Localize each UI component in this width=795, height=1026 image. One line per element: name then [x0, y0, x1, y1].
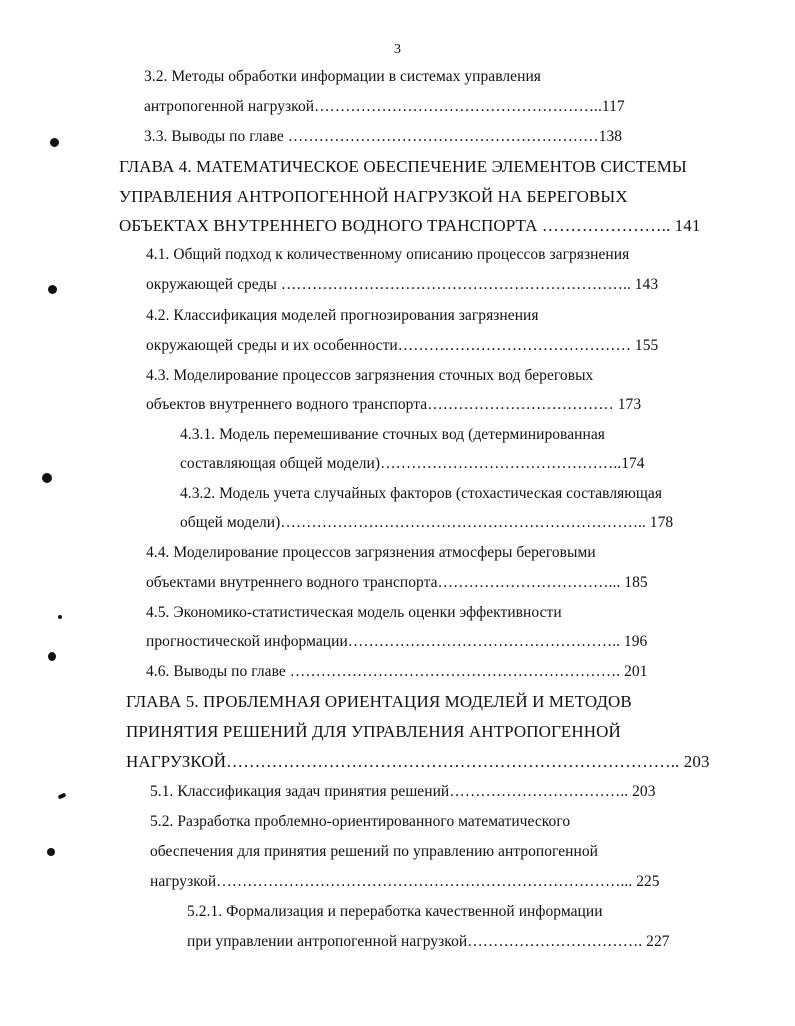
toc-line-5-2-page: нагрузкой……………………………………………………………………... 225 [150, 873, 660, 890]
scan-mark [47, 848, 55, 856]
toc-chapter-5-line-1: ГЛАВА 5. ПРОБЛЕМНАЯ ОРИЕНТАЦИЯ МОДЕЛЕЙ И МЕТОДОВ [126, 692, 632, 711]
toc-line-5-2: 5.2. Разработка проблемно-ориентированного математического [150, 813, 571, 830]
toc-line-4-3-2: 4.3.2. Модель учета случайных факторов (стохастическая составляющая [180, 485, 663, 502]
toc-line-3-2-page: антропогенной нагрузкой………………………………………………..117 [144, 98, 625, 115]
toc-line-4-4: 4.4. Моделирование процессов загрязнения атмосферы береговыми [146, 544, 596, 561]
scan-mark [58, 792, 67, 799]
toc-line-5-2-cont: обеспечения для принятия решений по управлению антропогенной [150, 843, 599, 860]
toc-line-4-3-page: объектов внутреннего водного транспорта……………………………… 173 [146, 396, 642, 413]
toc-chapter-5-line-2: ПРИНЯТИЯ РЕШЕНИЙ ДЛЯ УПРАВЛЕНИЯ АНТРОПОГЕННОЙ [126, 722, 621, 741]
scan-mark [42, 473, 52, 483]
toc-line-4-5-page: прогностической информации…………………………………………….. 196 [146, 633, 648, 650]
toc-line-4-2-page: окружающей среды и их особенности……………………………………… 155 [146, 337, 659, 354]
toc-line-5-2-1-page: при управлении антропогенной нагрузкой……………………………. 227 [187, 933, 670, 950]
toc-chapter-5-line-3: НАГРУЗКОЙ…………………………………………………………………….. 203 [126, 752, 710, 771]
toc-chapter-4-line-3: ОБЪЕКТАХ ВНУТРЕННЕГО ВОДНОГО ТРАНСПОРТА ………………….. 141 [119, 216, 701, 235]
scan-mark [50, 138, 59, 147]
toc-chapter-4-line-1: ГЛАВА 4. МАТЕМАТИЧЕСКОЕ ОБЕСПЕЧЕНИЕ ЭЛЕМЕНТОВ СИСТЕМЫ [119, 157, 687, 176]
scan-mark [48, 652, 56, 661]
toc-line-3-3: 3.3. Выводы по главе ……………………………………………………138 [144, 128, 623, 145]
scan-mark [48, 285, 57, 294]
toc-line-4-3: 4.3. Моделирование процессов загрязнения сточных вод береговых [146, 367, 594, 384]
toc-chapter-4-line-2: УПРАВЛЕНИЯ АНТРОПОГЕННОЙ НАГРУЗКОЙ НА БЕРЕГОВЫХ [119, 187, 628, 206]
toc-line-4-3-1: 4.3.1. Модель перемешивание сточных вод (детерминированная [180, 426, 605, 443]
toc-line-4-2: 4.2. Классификация моделей прогнозирования загрязнения [146, 307, 539, 324]
toc-line-4-3-2-page: общей модели)…………………………………………………………….. 178 [180, 514, 674, 531]
toc-line-5-2-1: 5.2.1. Формализация и переработка качественной информации [187, 903, 603, 920]
toc-line-4-6: 4.6. Выводы по главе ………………………………………………………. 201 [146, 663, 648, 680]
page-number: 3 [394, 42, 401, 57]
toc-line-4-3-1-page: составляющая общей модели)………………………………………..174 [180, 455, 645, 472]
toc-line-4-1: 4.1. Общий подход к количественному описанию процессов загрязнения [146, 246, 630, 263]
scan-mark [58, 615, 62, 619]
toc-line-4-4-page: объектами внутреннего водного транспорта……………………………... 185 [146, 574, 648, 591]
toc-line-5-1: 5.1. Классификация задач принятия решений…………………………….. 203 [150, 783, 656, 800]
toc-line-3-2: 3.2. Методы обработки информации в системах управления [144, 68, 541, 85]
toc-line-4-5: 4.5. Экономико-статистическая модель оценки эффективности [146, 604, 562, 621]
toc-line-4-1-page: окружающей среды ………………………………………………………….. 143 [146, 276, 659, 293]
